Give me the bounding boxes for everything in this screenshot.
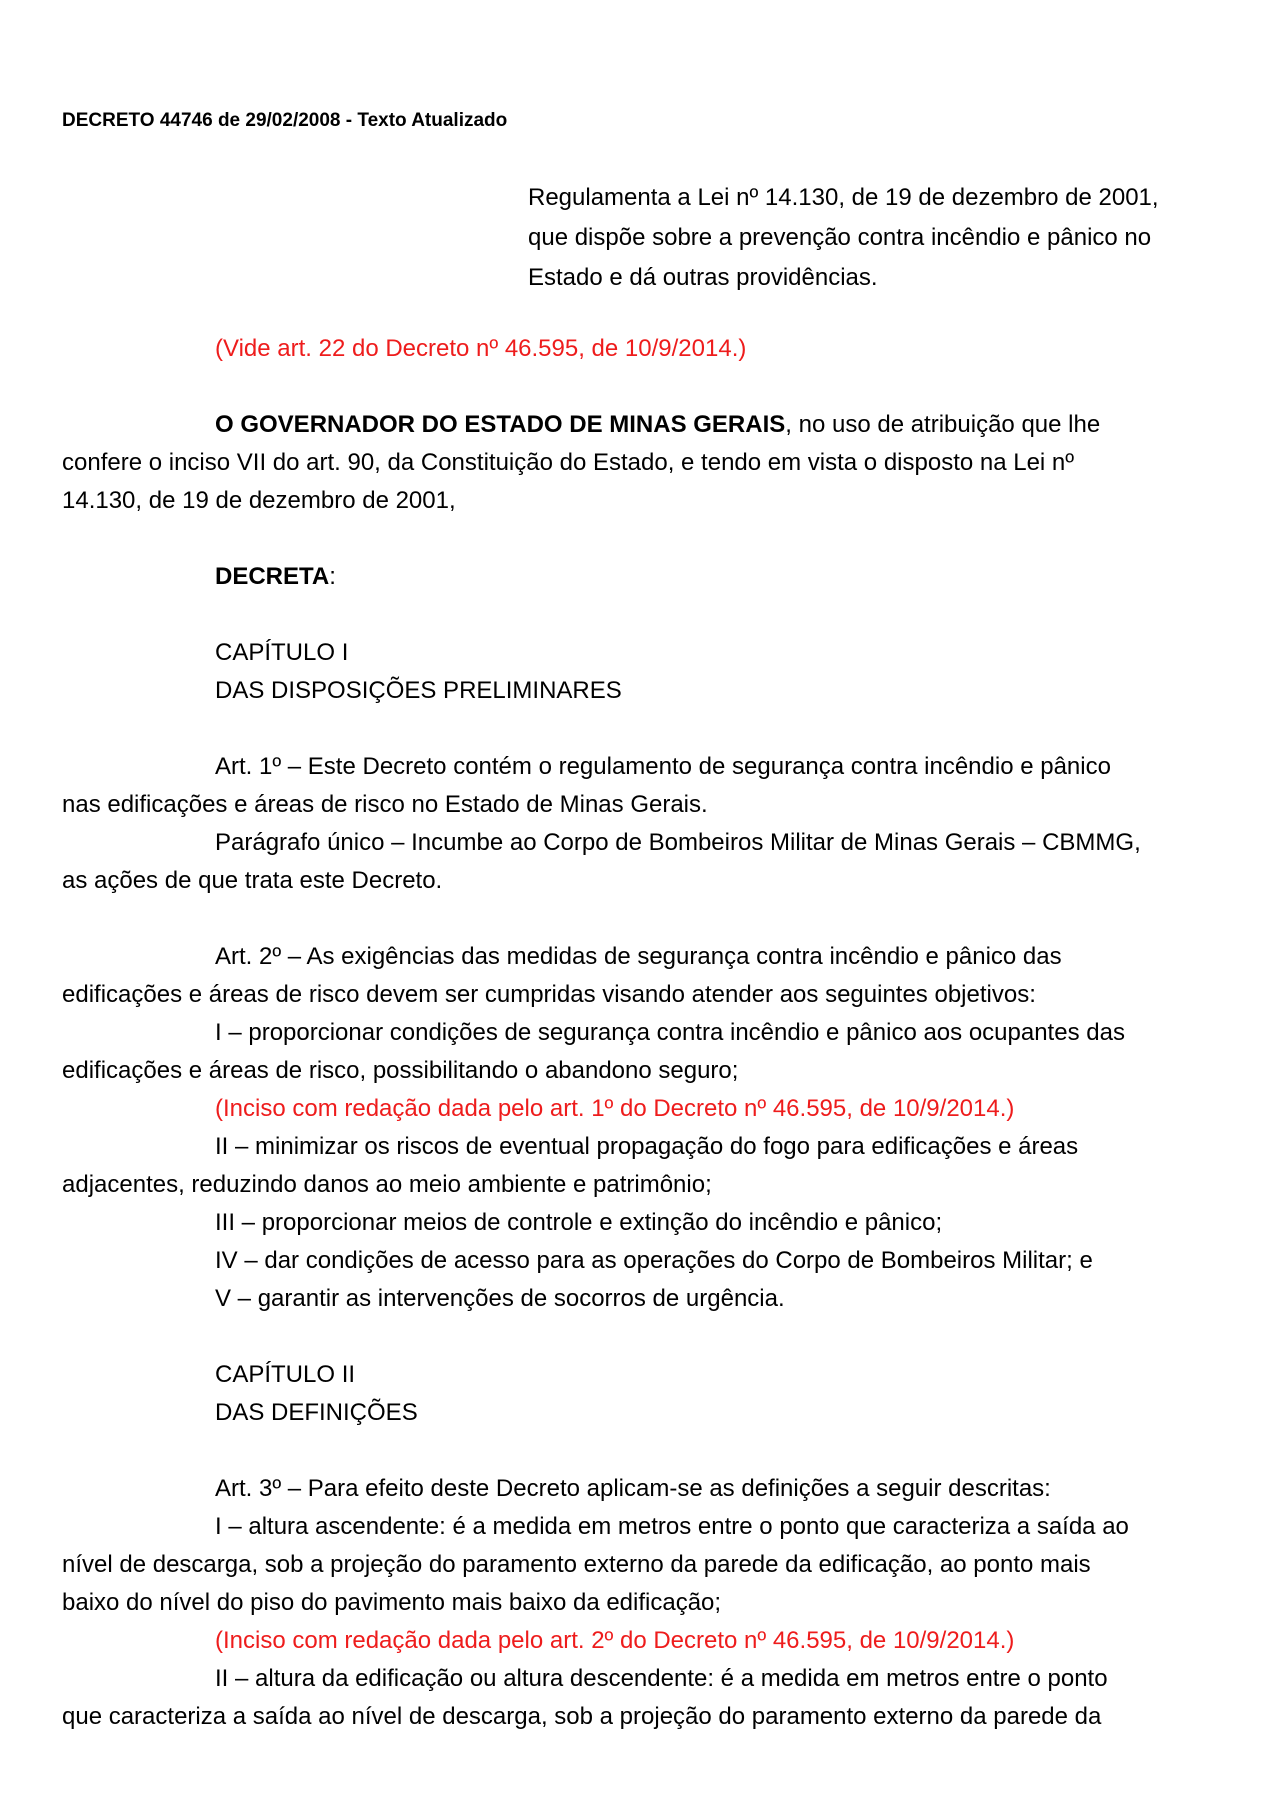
decreta-word: DECRETA bbox=[215, 563, 330, 590]
art1-paragraph: as ações de que trata este Decreto. bbox=[62, 867, 443, 894]
art3-inciso-ii: II – altura da edificação ou altura descendente: é a medida em metros entre o ponto bbox=[215, 1665, 1108, 1692]
preamble-authority: O GOVERNADOR DO ESTADO DE MINAS GERAIS bbox=[215, 411, 786, 438]
art2-inciso-ii: adjacentes, reduzindo danos ao meio ambiente e patrimônio; bbox=[62, 1171, 712, 1198]
art3-inciso-i: nível de descarga, sob a projeção do paramento externo da parede da edificação, ao ponto mais bbox=[62, 1551, 1091, 1578]
decreta-colon: : bbox=[329, 563, 336, 590]
art2-inciso-ii: II – minimizar os riscos de eventual propagação do fogo para edificações e áreas bbox=[215, 1133, 1079, 1160]
chapter-number: CAPÍTULO II bbox=[215, 1361, 356, 1388]
art2-inciso-v: V – garantir as intervenções de socorros de urgência. bbox=[215, 1285, 785, 1312]
preamble-line bbox=[62, 406, 1222, 444]
decreta-line bbox=[62, 558, 1222, 596]
ementa bbox=[528, 178, 1228, 298]
art2-inciso-iii: III – proporcionar meios de controle e extinção do incêndio e pânico; bbox=[215, 1209, 943, 1236]
document-body bbox=[62, 330, 1222, 1736]
ementa-line: Estado e dá outras providências. bbox=[528, 264, 878, 291]
art2-inciso-iv: IV – dar condições de acesso para as operações do Corpo de Bombeiros Militar; e bbox=[215, 1247, 1093, 1274]
art3-line: Art. 3º – Para efeito deste Decreto aplicam-se as definições a seguir descritas: bbox=[215, 1475, 1051, 1502]
preamble-text: , no uso de atribuição que lhe bbox=[785, 411, 1101, 438]
preamble-line: 14.130, de 19 de dezembro de 2001, bbox=[62, 487, 456, 514]
vide-note: (Vide art. 22 do Decreto nº 46.595, de 10/9/2014.) bbox=[215, 335, 747, 362]
art2-line: Art. 2º – As exigências das medidas de segurança contra incêndio e pânico das bbox=[215, 943, 1062, 970]
art1-line: Art. 1º – Este Decreto contém o regulamento de segurança contra incêndio e pânico bbox=[215, 753, 1111, 780]
art3-inciso-ii: que caracteriza a saída ao nível de descarga, sob a projeção do paramento externo da parede da bbox=[62, 1703, 1102, 1730]
chapter-number: CAPÍTULO I bbox=[215, 639, 349, 666]
art3-inciso-i: I – altura ascendente: é a medida em metros entre o ponto que caracteriza a saída ao bbox=[215, 1513, 1129, 1540]
ementa-line: Regulamenta a Lei nº 14.130, de 19 de dezembro de 2001, bbox=[528, 184, 1159, 211]
art2-line: edificações e áreas de risco devem ser cumpridas visando atender aos seguintes objetivos: bbox=[62, 981, 1036, 1008]
chapter-title: DAS DEFINIÇÕES bbox=[215, 1399, 418, 1426]
art3-inciso-i: baixo do nível do piso do pavimento mais baixo da edificação; bbox=[62, 1589, 722, 1616]
preamble-line: confere o inciso VII do art. 90, da Constituição do Estado, e tendo em vista o disposto na Lei nº bbox=[62, 449, 1075, 476]
amendment-note: (Inciso com redação dada pelo art. 1º do Decreto nº 46.595, de 10/9/2014.) bbox=[215, 1095, 1015, 1122]
art2-inciso-i: edificações e áreas de risco, possibilitando o abandono seguro; bbox=[62, 1057, 739, 1084]
document-title: DECRETO 44746 de 29/02/2008 - Texto Atualizado bbox=[62, 110, 508, 131]
art1-line: nas edificações e áreas de risco no Estado de Minas Gerais. bbox=[62, 791, 708, 818]
art2-inciso-i: I – proporcionar condições de segurança contra incêndio e pânico aos ocupantes das bbox=[215, 1019, 1125, 1046]
amendment-note: (Inciso com redação dada pelo art. 2º do Decreto nº 46.595, de 10/9/2014.) bbox=[215, 1627, 1015, 1654]
chapter-title: DAS DISPOSIÇÕES PRELIMINARES bbox=[215, 677, 622, 704]
ementa-line: que dispõe sobre a prevenção contra incêndio e pânico no bbox=[528, 224, 1152, 251]
art1-paragraph: Parágrafo único – Incumbe ao Corpo de Bombeiros Militar de Minas Gerais – CBMMG, bbox=[215, 829, 1141, 856]
